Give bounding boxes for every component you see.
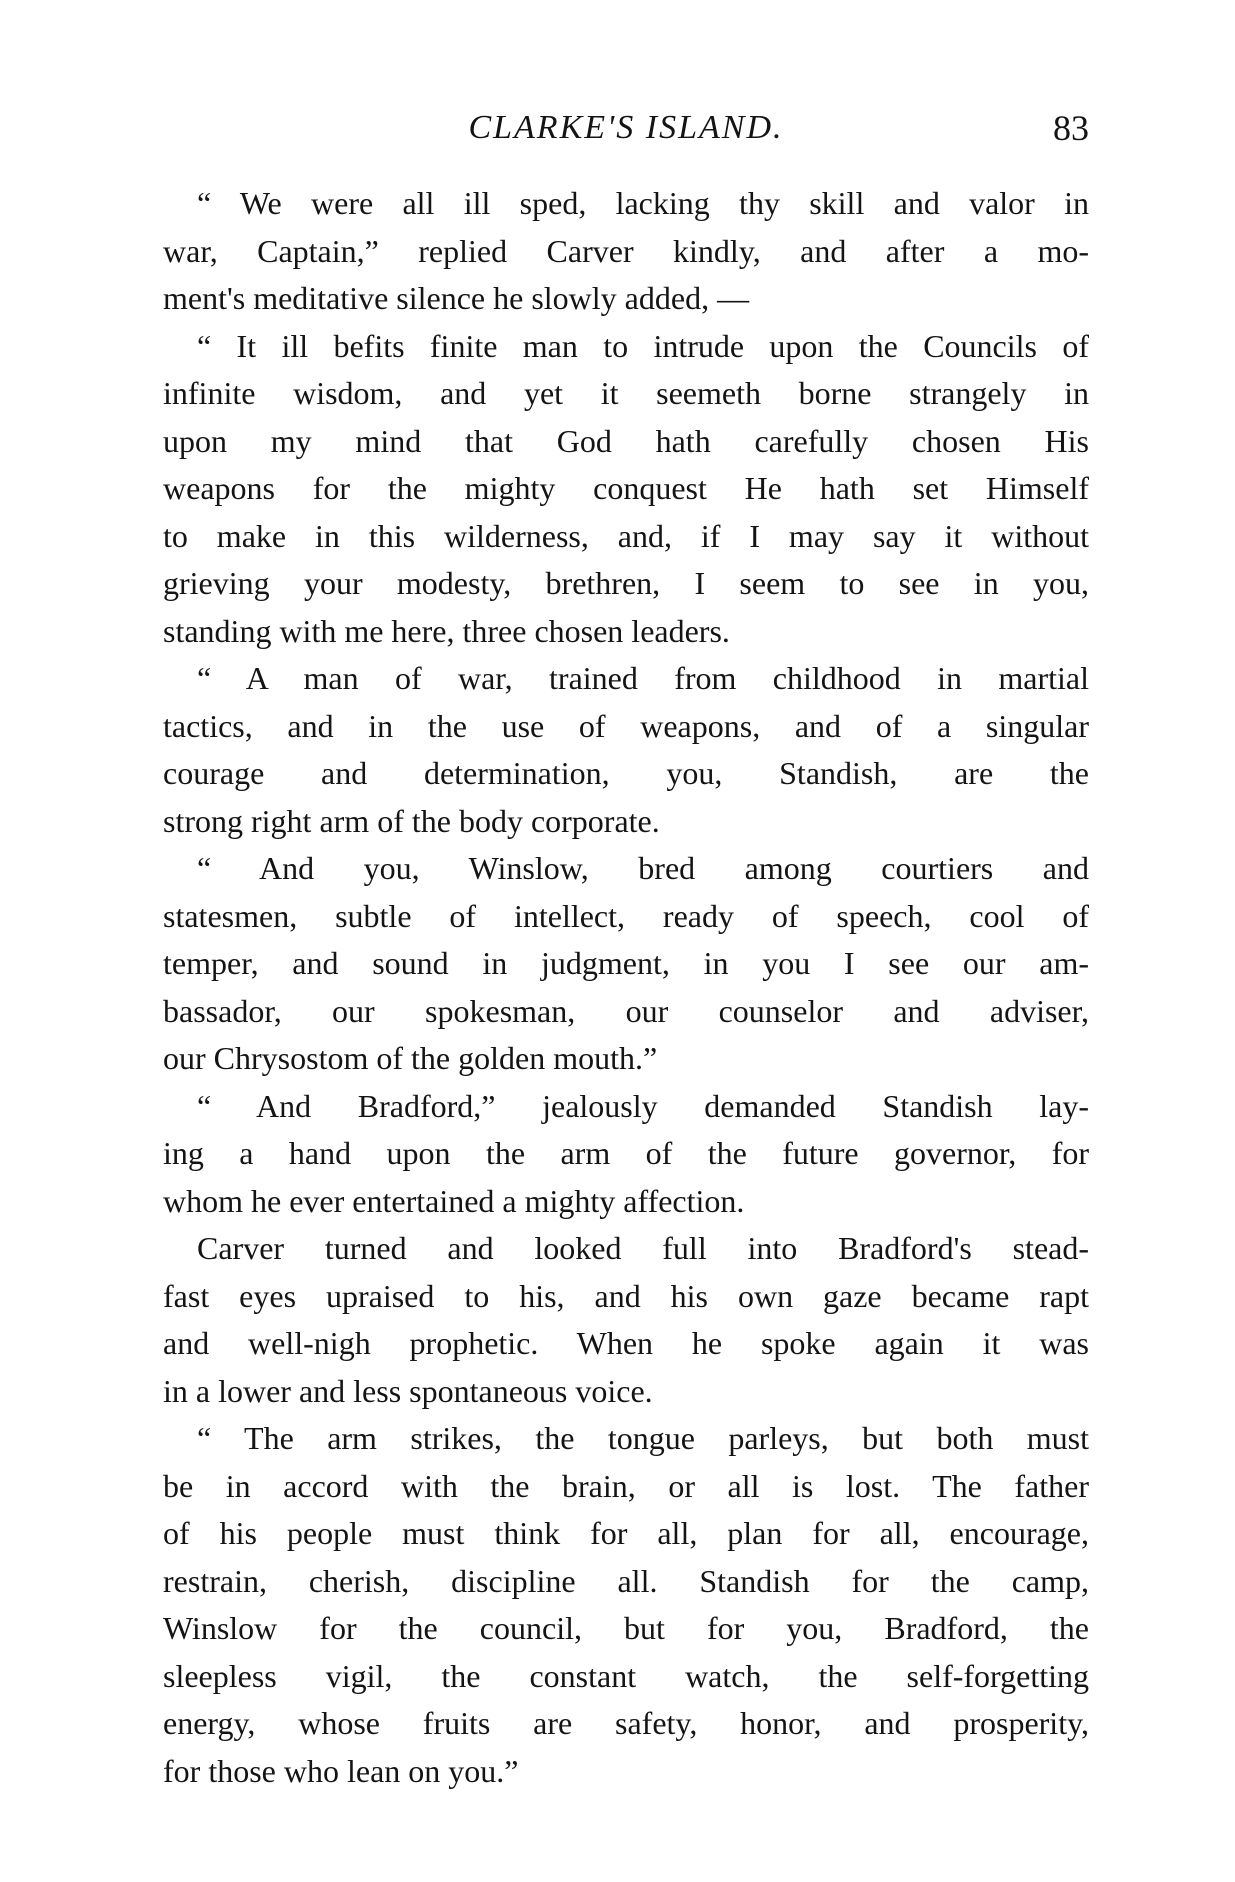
text-line: “ And Bradford,” jealously demanded Standish lay- [197, 1087, 1089, 1124]
text-line: upon my mind that God hath carefully chosen His [163, 422, 1089, 459]
text-line: infinite wisdom, and yet it seemeth borne strangely in [163, 375, 1089, 411]
text-line: our Chrysostom of the golden mouth.” [163, 1040, 658, 1076]
text-line: in a lower and less spontaneous voice. [163, 1372, 653, 1409]
text-line: “ It ill befits finite man to intrude upon the Councils of [197, 327, 1089, 364]
text-line: war, Captain,” replied Carver kindly, and after a mo- [163, 232, 1089, 269]
page-number: 83 [1053, 108, 1089, 148]
text-line: fast eyes upraised to his, and his own gaze became rapt [163, 1277, 1089, 1314]
text-line: sleepless vigil, the constant watch, the self-forgetting [163, 1657, 1089, 1694]
text-line: for those who lean on you.” [163, 1752, 519, 1789]
text-line: bassador, our spokesman, our counselor and adviser, [163, 992, 1089, 1029]
text-line: Carver turned and looked full into Bradford's stead- [197, 1230, 1089, 1266]
text-line: courage and determination, you, Standish, are the [163, 755, 1089, 791]
text-line: “ The arm strikes, the tongue parleys, but both must [197, 1420, 1089, 1456]
text-line: and well-nigh prophetic. When he spoke again it was [163, 1325, 1089, 1361]
text-line: whom he ever entertained a mighty affection. [163, 1182, 745, 1219]
text-line: tactics, and in the use of weapons, and of a singular [163, 707, 1089, 744]
text-line: energy, whose fruits are safety, honor, and prosperity, [163, 1705, 1089, 1741]
text-line: statesmen, subtle of intellect, ready of speech, cool of [163, 897, 1089, 934]
text-line: “ And you, Winslow, bred among courtiers and [197, 850, 1089, 886]
page-header [163, 100, 1089, 156]
running-title: CLARKE'S ISLAND. [468, 109, 784, 146]
text-line: “ A man of war, trained from childhood in martial [197, 660, 1089, 696]
text-line: restrain, cherish, discipline all. Standish for the camp, [163, 1562, 1089, 1599]
text-line: to make in this wilderness, and, if I may say it without [163, 517, 1089, 554]
text-line: grieving your modesty, brethren, I seem to see in you, [163, 565, 1089, 601]
body-text [163, 180, 1089, 1795]
text-line: weapons for the mighty conquest He hath set Himself [163, 470, 1089, 506]
text-line: Winslow for the council, but for you, Bradford, the [163, 1610, 1089, 1646]
text-line: temper, and sound in judgment, in you I see our am- [163, 945, 1089, 981]
text-line: of his people must think for all, plan for all, encourage, [163, 1515, 1089, 1551]
text-line: strong right arm of the body corporate. [163, 802, 660, 839]
text-line: standing with me here, three chosen leaders. [163, 612, 730, 649]
text-line: ment's meditative silence he slowly added, — [163, 280, 750, 316]
text-line: be in accord with the brain, or all is lost. The father [163, 1467, 1089, 1504]
text-line: “ We were all ill sped, lacking thy skill and valor in [197, 185, 1089, 221]
text-line: ing a hand upon the arm of the future governor, for [163, 1135, 1089, 1171]
